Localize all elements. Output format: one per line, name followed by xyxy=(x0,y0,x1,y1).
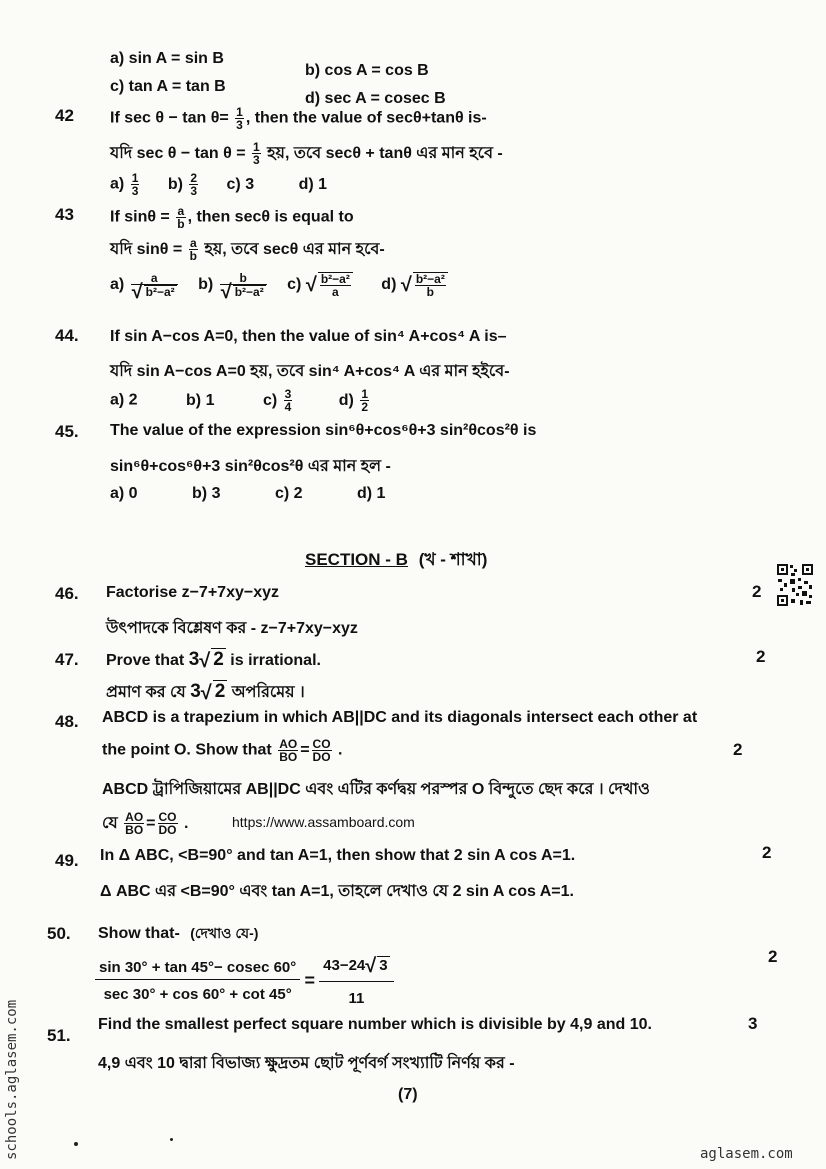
q43-question-en: If sinθ = $\frac{a}{b}$ , then secθ is equal to xyxy=(110,204,354,231)
q46-number: 46. xyxy=(55,584,79,603)
q42-question-bn: যদি sec θ − tan θ = $\frac{1}{3}$ হয়, তবে secθ + tanθ এর মান হবে - xyxy=(110,140,503,168)
q48-question-en-line1: ABCD is a trapezium in which AB||DC and its diagonals intersect each other at xyxy=(102,709,698,726)
q48-question-en-line2: the point O. Show that $\frac{AO}{BO}$ = $\frac{CO}{DO}$ . xyxy=(102,737,343,764)
q50-marks: 2 xyxy=(768,947,778,966)
q41-option-c: c) tan A = tan B xyxy=(110,78,226,95)
scan-speck xyxy=(74,1142,78,1146)
q41-option-d: d) sec A = cosec B xyxy=(305,90,446,107)
q48-question-bn-line1: ABCD ট্ৰাপিজিয়ামের AB||DC এবং এটির কর্ণদ্বয় পরস্পর O বিন্দুতে ছেদ করে । দেখাও xyxy=(102,781,650,798)
q49-question-bn: Δ ABC এর <B=90° এবং tan A=1, তাহলে দেখাও যে 2 sin A cos A=1. xyxy=(100,883,574,900)
q50-rhs-denominator: 11 xyxy=(348,990,365,1007)
q43-number: 43 xyxy=(55,205,74,224)
q50-lhs-denominator: sec 30° + cos 60° + cot 45° xyxy=(103,986,292,1003)
q51-question-bn: 4,9 এবং 10 দ্বারা বিভাজ্য ক্ষুদ্রতম ছোট পূর্ণবর্গ সংখ্যাটি নির্ণয় কর - xyxy=(98,1055,515,1072)
q50-lhs-numerator: sin 30° + tan 45°− cosec 60° xyxy=(95,959,300,980)
q50-rhs-numerator: 43−24 xyxy=(323,957,366,974)
page-number: (7) xyxy=(398,1086,418,1103)
side-watermark: schools.aglasem.com xyxy=(4,999,20,1160)
q43-question-bn: যদি sinθ = $\frac{a}{b}$ হয়, তবে secθ এর মান হবে- xyxy=(110,236,385,264)
q50-expression: sin 30° + tan 45°− cosec 60° sec 30° + cos 60° + cot 45° = $\frac{43-24√ 3}{11}$ xyxy=(95,955,394,1007)
q43-options: a) $\frac{a}{\text{√ b²−a²}}$ b) $\frac{b}{\text{√ b²−a²}}$ c) √ $\frac{\text{b²−a²}}{a}$ d) √ $\frac{\text{b²−a²}}{b}$ xyxy=(110,272,450,298)
q49-question-en: In Δ ABC, <B=90° and tan A=1, then show that 2 sin A cos A=1. xyxy=(100,847,576,864)
q48-question-bn-line2: যে $\frac{AO}{BO}$ = $\frac{CO}{DO}$ . xyxy=(102,810,189,838)
q51-marks: 3 xyxy=(748,1014,758,1033)
q42-question-en: If sec θ − tan θ= $\frac{1}{3}$ , then the value of secθ+tanθ is- xyxy=(110,105,487,132)
q48-marks: 2 xyxy=(733,740,743,759)
assamboard-url-watermark: https://www.assamboard.com xyxy=(232,814,415,830)
q46-marks: 2 xyxy=(752,582,762,601)
q45-number: 45. xyxy=(55,422,79,441)
q44-question-bn: যদি sin A−cos A=0 হয়, তবে sin⁴ A+cos⁴ A এর মান হইবে- xyxy=(110,363,510,380)
q51-question-en: Find the smallest perfect square number which is divisible by 4,9 and 10. xyxy=(98,1016,652,1033)
q48-number: 48. xyxy=(55,712,79,731)
q47-marks: 2 xyxy=(756,647,766,666)
q51-number: 51. xyxy=(47,1026,71,1045)
q42-number: 42 xyxy=(55,106,74,125)
q44-question-en: If sin A−cos A=0, then the value of sin⁴ A+cos⁴ A is– xyxy=(110,328,507,345)
q47-question-bn: প্রমাণ কর যে 3√ 2 অপরিমেয় । xyxy=(106,681,305,704)
q46-question-bn: উৎপাদকে বিশ্লেষণ কর - z−7+7xy−xyz xyxy=(106,620,358,637)
q50-number: 50. xyxy=(47,924,71,943)
qr-code-icon xyxy=(776,563,814,607)
q45-question-bn: sin⁶θ+cos⁶θ+3 sin²θcos²θ এর মান হল - xyxy=(110,458,391,475)
section-b-heading: SECTION - B (খ - শাখা) xyxy=(305,550,488,569)
q50-question-en: Show that- (দেখাও যে-) xyxy=(98,925,259,942)
q44-options: a) 2 b) 1 c) $\frac{3}{4}$ d) $\frac{1}{2}$ xyxy=(110,387,369,414)
q41-option-a: a) sin A = sin B xyxy=(110,50,224,67)
q45-question-en: The value of the expression sin⁶θ+cos⁶θ+3 sin²θcos²θ is xyxy=(110,422,537,439)
q47-question-en: Prove that 3√ 2 is irrational. xyxy=(106,649,321,672)
q44-number: 44. xyxy=(55,326,79,345)
q45-options: a) 0 b) 3 c) 2 d) 1 xyxy=(110,485,386,502)
q47-number: 47. xyxy=(55,650,79,669)
scan-speck xyxy=(170,1138,173,1141)
q49-marks: 2 xyxy=(762,843,772,862)
q42-options: a) $\frac{1}{3}$ b) $\frac{2}{3}$ c) 3 d) 1 xyxy=(110,171,328,198)
q46-question-en: Factorise z−7+7xy−xyz xyxy=(106,584,280,601)
q49-number: 49. xyxy=(55,851,79,870)
footer-site-watermark: aglasem.com xyxy=(700,1146,793,1162)
q41-option-b: b) cos A = cos B xyxy=(305,62,429,79)
